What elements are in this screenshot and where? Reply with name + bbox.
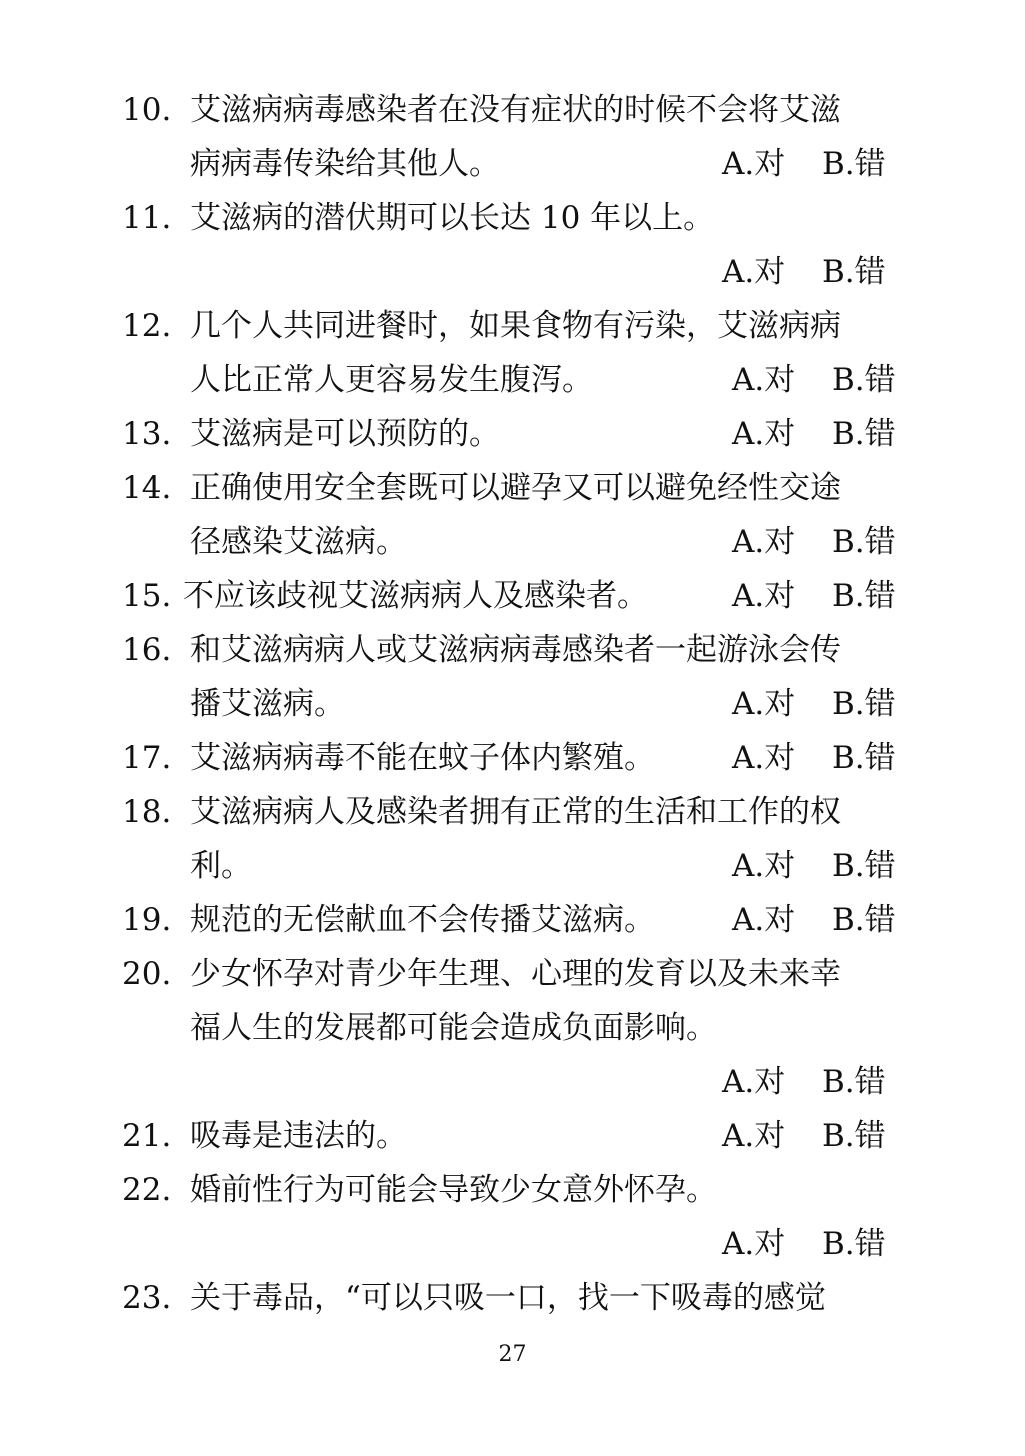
option-b: B.错: [832, 578, 896, 614]
question-number: 12.: [122, 308, 172, 344]
question-number: 16.: [122, 632, 172, 668]
option-a: A.对: [732, 686, 796, 722]
option-a: A.对: [732, 902, 796, 938]
option-b: B.错: [822, 254, 886, 290]
question-number: 23.: [122, 1280, 172, 1316]
question-number: 17.: [122, 740, 172, 776]
question-number: 14.: [122, 470, 172, 506]
question-number: 21.: [122, 1118, 172, 1154]
question-text: 艾滋病的潜伏期可以长达 10 年以上。: [190, 200, 715, 236]
question-number: 15.: [122, 578, 172, 614]
option-b: B.错: [832, 362, 896, 398]
question-number: 20.: [122, 956, 172, 992]
question-text: 艾滋病病人及感染者拥有正常的生活和工作的权: [190, 794, 841, 830]
option-b: B.错: [832, 902, 896, 938]
question-text: 正确使用安全套既可以避孕又可以避免经性交途: [190, 470, 841, 506]
option-a: A.对: [722, 1064, 786, 1100]
question-text: 不应该歧视艾滋病病人及感染者。: [183, 578, 648, 614]
question-number: 19.: [122, 902, 172, 938]
option-b: B.错: [822, 1064, 886, 1100]
option-b: B.错: [832, 848, 896, 884]
question-text: 病病毒传染给其他人。: [190, 146, 500, 182]
option-b: B.错: [832, 416, 896, 452]
question-text: 规范的无偿献血不会传播艾滋病。: [190, 902, 655, 938]
option-a: A.对: [732, 578, 796, 614]
question-number: 22.: [122, 1172, 172, 1208]
option-a: A.对: [732, 848, 796, 884]
question-text: 人比正常人更容易发生腹泻。: [190, 362, 593, 398]
question-text: 婚前性行为可能会导致少女意外怀孕。: [190, 1172, 717, 1208]
option-a: A.对: [732, 524, 796, 560]
question-text: 吸毒是违法的。: [190, 1118, 407, 1154]
option-a: A.对: [722, 1226, 786, 1262]
question-text: 几个人共同进餐时，如果食物有污染，艾滋病病: [190, 308, 841, 344]
option-b: B.错: [832, 524, 896, 560]
option-a: A.对: [722, 146, 786, 182]
question-text: 关于毒品，“可以只吸一口，找一下吸毒的感觉: [190, 1280, 826, 1316]
question-text: 和艾滋病病人或艾滋病病毒感染者一起游泳会传: [190, 632, 841, 668]
option-a: A.对: [732, 362, 796, 398]
question-text: 福人生的发展都可能会造成负面影响。: [190, 1010, 717, 1046]
option-b: B.错: [832, 686, 896, 722]
question-text: 艾滋病病毒感染者在没有症状的时候不会将艾滋: [190, 92, 841, 128]
page-number: 27: [498, 1342, 527, 1367]
question-number: 13.: [122, 416, 172, 452]
question-text: 利。: [190, 848, 252, 884]
question-number: 18.: [122, 794, 172, 830]
option-a: A.对: [722, 254, 786, 290]
option-b: B.错: [822, 1118, 886, 1154]
option-b: B.错: [832, 740, 896, 776]
question-text: 播艾滋病。: [190, 686, 345, 722]
question-number: 10.: [122, 92, 172, 128]
option-b: B.错: [822, 1226, 886, 1262]
question-text: 径感染艾滋病。: [190, 524, 407, 560]
option-a: A.对: [732, 740, 796, 776]
question-text: 艾滋病病毒不能在蚊子体内繁殖。: [190, 740, 655, 776]
question-text: 少女怀孕对青少年生理、心理的发育以及未来幸: [190, 956, 841, 992]
option-b: B.错: [822, 146, 886, 182]
option-a: A.对: [732, 416, 796, 452]
question-text: 艾滋病是可以预防的。: [190, 416, 500, 452]
question-number: 11.: [122, 200, 172, 236]
option-a: A.对: [722, 1118, 786, 1154]
